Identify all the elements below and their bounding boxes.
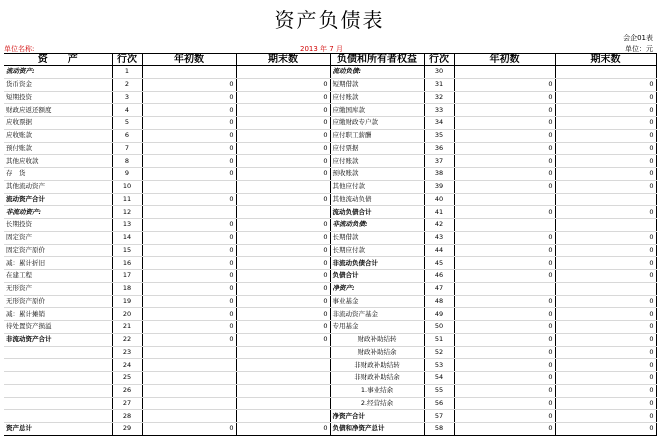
- liability-line-no[interactable]: 37: [424, 155, 454, 168]
- liability-begin-balance[interactable]: 0: [454, 155, 555, 168]
- table-row: [4, 180, 656, 193]
- asset-end-balance[interactable]: [236, 346, 330, 359]
- asset-end-balance[interactable]: 0: [236, 308, 330, 321]
- liability-line-no[interactable]: 50: [424, 321, 454, 334]
- liability-begin-balance[interactable]: 0: [454, 397, 555, 410]
- asset-line-no[interactable]: 10: [112, 180, 142, 193]
- liability-name[interactable]: 短期借款: [330, 78, 424, 91]
- asset-line-no[interactable]: 15: [112, 244, 142, 257]
- asset-begin-balance[interactable]: [142, 372, 236, 385]
- asset-line-no[interactable]: 22: [112, 333, 142, 346]
- liability-name[interactable]: 财政补助结余: [330, 346, 424, 359]
- liability-begin-balance[interactable]: 0: [454, 104, 555, 117]
- asset-end-balance[interactable]: [236, 359, 330, 372]
- liability-name[interactable]: 应缴国库款: [330, 104, 424, 117]
- asset-begin-balance[interactable]: 0: [142, 117, 236, 130]
- liability-name[interactable]: 应付职工薪酬: [330, 129, 424, 142]
- asset-name[interactable]: 长期投资: [4, 219, 112, 232]
- asset-begin-balance[interactable]: 0: [142, 244, 236, 257]
- liability-end-balance[interactable]: 0: [555, 104, 656, 117]
- liability-end-balance[interactable]: 0: [555, 270, 656, 283]
- asset-line-no[interactable]: 27: [112, 397, 142, 410]
- liability-begin-balance[interactable]: 0: [454, 359, 555, 372]
- asset-begin-balance[interactable]: [142, 384, 236, 397]
- asset-name[interactable]: 预付账款: [4, 142, 112, 155]
- balance-sheet-table: [4, 53, 657, 436]
- asset-end-balance[interactable]: [236, 397, 330, 410]
- asset-end-balance[interactable]: [236, 66, 330, 79]
- liability-begin-balance[interactable]: 0: [454, 423, 555, 436]
- asset-end-balance[interactable]: 0: [236, 78, 330, 91]
- asset-name[interactable]: 无形资产: [4, 282, 112, 295]
- header-row: [4, 54, 656, 66]
- liability-end-balance[interactable]: 0: [555, 346, 656, 359]
- table-row: [4, 168, 656, 181]
- asset-line-no[interactable]: 26: [112, 384, 142, 397]
- table-row: [4, 270, 656, 283]
- asset-name[interactable]: [4, 410, 112, 423]
- liability-line-no[interactable]: 47: [424, 282, 454, 295]
- asset-end-balance[interactable]: 0: [236, 91, 330, 104]
- liability-line-no[interactable]: 48: [424, 295, 454, 308]
- liability-name[interactable]: 事业基金: [330, 295, 424, 308]
- table-row: [4, 244, 656, 257]
- liability-name[interactable]: 非财政补助结余: [330, 372, 424, 385]
- asset-begin-balance[interactable]: 0: [142, 104, 236, 117]
- asset-begin-balance[interactable]: [142, 346, 236, 359]
- liability-line-no[interactable]: 34: [424, 117, 454, 130]
- liability-end-balance[interactable]: 0: [555, 129, 656, 142]
- asset-end-balance[interactable]: 0: [236, 244, 330, 257]
- liability-name[interactable]: 非流动负债:: [330, 219, 424, 232]
- asset-begin-balance[interactable]: 0: [142, 142, 236, 155]
- asset-line-no[interactable]: 9: [112, 168, 142, 181]
- asset-begin-balance[interactable]: [142, 397, 236, 410]
- asset-end-balance[interactable]: 0: [236, 193, 330, 206]
- asset-line-no[interactable]: 29: [112, 423, 142, 436]
- asset-line-no[interactable]: 14: [112, 231, 142, 244]
- liability-end-balance[interactable]: 0: [555, 231, 656, 244]
- table-row: [4, 78, 656, 91]
- liability-end-balance[interactable]: [555, 282, 656, 295]
- liability-name[interactable]: 预收账款: [330, 168, 424, 181]
- header-line-no: 行次: [112, 54, 142, 66]
- liability-end-balance[interactable]: 0: [555, 410, 656, 423]
- asset-begin-balance[interactable]: 0: [142, 168, 236, 181]
- liability-line-no[interactable]: 45: [424, 257, 454, 270]
- liability-begin-balance[interactable]: 0: [454, 129, 555, 142]
- liability-end-balance[interactable]: 0: [555, 321, 656, 334]
- asset-name[interactable]: 减：累计摊销: [4, 308, 112, 321]
- asset-line-no[interactable]: 28: [112, 410, 142, 423]
- asset-end-balance[interactable]: 0: [236, 129, 330, 142]
- liability-end-balance[interactable]: [555, 193, 656, 206]
- liability-line-no[interactable]: 43: [424, 231, 454, 244]
- table-row: [4, 129, 656, 142]
- liability-end-balance[interactable]: 0: [555, 295, 656, 308]
- liability-name[interactable]: 净资产:: [330, 282, 424, 295]
- asset-name[interactable]: [4, 372, 112, 385]
- liability-name[interactable]: 专用基金: [330, 321, 424, 334]
- sheet-title: 资产负债表: [274, 8, 385, 32]
- asset-begin-balance[interactable]: 0: [142, 129, 236, 142]
- asset-begin-balance[interactable]: 0: [142, 91, 236, 104]
- liability-begin-balance[interactable]: 0: [454, 142, 555, 155]
- table-row: [4, 423, 656, 436]
- liability-begin-balance[interactable]: 0: [454, 270, 555, 283]
- liability-end-balance[interactable]: 0: [555, 333, 656, 346]
- liability-line-no[interactable]: 52: [424, 346, 454, 359]
- asset-begin-balance[interactable]: 0: [142, 423, 236, 436]
- asset-name[interactable]: 减：累计折旧: [4, 257, 112, 270]
- liability-name[interactable]: 1.事业结余: [330, 384, 424, 397]
- table-row: [4, 321, 656, 334]
- asset-name[interactable]: 非流动资产合计: [4, 333, 112, 346]
- asset-line-no[interactable]: 4: [112, 104, 142, 117]
- asset-name[interactable]: 待处置资产损溢: [4, 321, 112, 334]
- asset-line-no[interactable]: 6: [112, 129, 142, 142]
- asset-name[interactable]: 固定资产: [4, 231, 112, 244]
- liability-end-balance[interactable]: 0: [555, 308, 656, 321]
- liability-end-balance[interactable]: 0: [555, 372, 656, 385]
- asset-name[interactable]: 在建工程: [4, 270, 112, 283]
- liability-end-balance[interactable]: 0: [555, 180, 656, 193]
- liability-end-balance[interactable]: 0: [555, 423, 656, 436]
- liability-begin-balance[interactable]: 0: [454, 257, 555, 270]
- asset-begin-balance[interactable]: 0: [142, 155, 236, 168]
- liability-end-balance[interactable]: 0: [555, 206, 656, 219]
- form-code: 会企01表: [623, 34, 653, 42]
- asset-begin-balance[interactable]: [142, 359, 236, 372]
- liability-name[interactable]: 应付账款: [330, 155, 424, 168]
- liability-begin-balance[interactable]: 0: [454, 346, 555, 359]
- asset-end-balance[interactable]: 0: [236, 282, 330, 295]
- period-label: 2013 年 7 月: [300, 45, 343, 53]
- asset-end-balance[interactable]: [236, 410, 330, 423]
- liability-line-no[interactable]: 38: [424, 168, 454, 181]
- header-end-balance: 期末数: [236, 54, 330, 66]
- liability-name[interactable]: 负债和净资产总计: [330, 423, 424, 436]
- asset-line-no[interactable]: 8: [112, 155, 142, 168]
- liability-name[interactable]: 其他流动负债: [330, 193, 424, 206]
- asset-begin-balance[interactable]: 0: [142, 257, 236, 270]
- liability-line-no[interactable]: 44: [424, 244, 454, 257]
- liability-name[interactable]: 非财政补助结转: [330, 359, 424, 372]
- asset-begin-balance[interactable]: 0: [142, 295, 236, 308]
- liability-name[interactable]: 应缴财政专户款: [330, 117, 424, 130]
- asset-end-balance[interactable]: 0: [236, 155, 330, 168]
- table-row: [4, 359, 656, 372]
- liability-name[interactable]: 应付账款: [330, 91, 424, 104]
- liability-line-no[interactable]: 58: [424, 423, 454, 436]
- header-end-balance-2: 期末数: [555, 54, 656, 66]
- liability-line-no[interactable]: 54: [424, 372, 454, 385]
- table-row: [4, 104, 656, 117]
- asset-end-balance[interactable]: 0: [236, 257, 330, 270]
- asset-name[interactable]: [4, 346, 112, 359]
- liability-begin-balance[interactable]: 0: [454, 372, 555, 385]
- table-row: [4, 219, 656, 232]
- liability-line-no[interactable]: 51: [424, 333, 454, 346]
- liability-begin-balance[interactable]: 0: [454, 410, 555, 423]
- table-row: [4, 372, 656, 385]
- table-row: [4, 257, 656, 270]
- liability-line-no[interactable]: 33: [424, 104, 454, 117]
- asset-line-no[interactable]: 16: [112, 257, 142, 270]
- liability-name[interactable]: 长期借款: [330, 231, 424, 244]
- asset-begin-balance[interactable]: 0: [142, 231, 236, 244]
- liability-end-balance[interactable]: [555, 219, 656, 232]
- liability-line-no[interactable]: 35: [424, 129, 454, 142]
- liability-name[interactable]: 流动负债:: [330, 66, 424, 79]
- liability-name[interactable]: 长期应付款: [330, 244, 424, 257]
- asset-name[interactable]: 应收票据: [4, 117, 112, 130]
- asset-name[interactable]: 短期投资: [4, 91, 112, 104]
- liability-end-balance[interactable]: 0: [555, 257, 656, 270]
- asset-name[interactable]: 无形资产原价: [4, 295, 112, 308]
- liability-line-no[interactable]: 55: [424, 384, 454, 397]
- liability-begin-balance[interactable]: 0: [454, 180, 555, 193]
- liability-begin-balance[interactable]: 0: [454, 321, 555, 334]
- asset-name[interactable]: 应收账款: [4, 129, 112, 142]
- liability-name[interactable]: 流动负债合计: [330, 206, 424, 219]
- currency-unit: 单位：元: [625, 45, 653, 53]
- asset-end-balance[interactable]: 0: [236, 423, 330, 436]
- asset-name[interactable]: 其他流动资产: [4, 180, 112, 193]
- liability-begin-balance[interactable]: 0: [454, 384, 555, 397]
- asset-line-no[interactable]: 12: [112, 206, 142, 219]
- asset-line-no[interactable]: 7: [112, 142, 142, 155]
- asset-end-balance[interactable]: [236, 206, 330, 219]
- asset-line-no[interactable]: 1: [112, 66, 142, 79]
- liability-end-balance[interactable]: 0: [555, 168, 656, 181]
- asset-name[interactable]: 存 货: [4, 168, 112, 181]
- liability-begin-balance[interactable]: 0: [454, 333, 555, 346]
- asset-end-balance[interactable]: 0: [236, 333, 330, 346]
- table-row: [4, 66, 656, 79]
- table-row: [4, 295, 656, 308]
- liability-begin-balance[interactable]: 0: [454, 168, 555, 181]
- asset-name[interactable]: 资产总计: [4, 423, 112, 436]
- table-row: [4, 333, 656, 346]
- liability-name[interactable]: 净资产合计: [330, 410, 424, 423]
- asset-name[interactable]: 固定资产原价: [4, 244, 112, 257]
- header-begin-balance-2: 年初数: [454, 54, 555, 66]
- asset-name[interactable]: [4, 397, 112, 410]
- table-row: [4, 142, 656, 155]
- liability-name[interactable]: 其他应付款: [330, 180, 424, 193]
- asset-name[interactable]: [4, 384, 112, 397]
- liability-end-balance[interactable]: 0: [555, 91, 656, 104]
- asset-begin-balance[interactable]: [142, 410, 236, 423]
- asset-line-no[interactable]: 20: [112, 308, 142, 321]
- liability-name[interactable]: 财政补助结转: [330, 333, 424, 346]
- liability-name[interactable]: 应付票据: [330, 142, 424, 155]
- asset-begin-balance[interactable]: 0: [142, 219, 236, 232]
- table-row: [4, 155, 656, 168]
- asset-line-no[interactable]: 19: [112, 295, 142, 308]
- liability-begin-balance[interactable]: [454, 219, 555, 232]
- liability-begin-balance[interactable]: 0: [454, 91, 555, 104]
- asset-name[interactable]: 非流动资产:: [4, 206, 112, 219]
- liability-line-no[interactable]: 57: [424, 410, 454, 423]
- asset-line-no[interactable]: 17: [112, 270, 142, 283]
- liability-end-balance[interactable]: 0: [555, 78, 656, 91]
- liability-end-balance[interactable]: 0: [555, 359, 656, 372]
- liability-begin-balance[interactable]: 0: [454, 78, 555, 91]
- liability-line-no[interactable]: 40: [424, 193, 454, 206]
- asset-name[interactable]: 财政应返还额度: [4, 104, 112, 117]
- table-row: [4, 91, 656, 104]
- asset-line-no[interactable]: 21: [112, 321, 142, 334]
- asset-name[interactable]: 流动资产合计: [4, 193, 112, 206]
- liability-end-balance[interactable]: [555, 66, 656, 79]
- asset-line-no[interactable]: 18: [112, 282, 142, 295]
- header-assets: 资 产: [4, 54, 112, 66]
- liability-line-no[interactable]: 53: [424, 359, 454, 372]
- asset-begin-balance[interactable]: [142, 66, 236, 79]
- asset-begin-balance[interactable]: 0: [142, 308, 236, 321]
- asset-line-no[interactable]: 23: [112, 346, 142, 359]
- liability-line-no[interactable]: 31: [424, 78, 454, 91]
- asset-line-no[interactable]: 5: [112, 117, 142, 130]
- table-row: [4, 397, 656, 410]
- asset-end-balance[interactable]: 0: [236, 321, 330, 334]
- table-row: [4, 231, 656, 244]
- liability-begin-balance[interactable]: 0: [454, 295, 555, 308]
- table-row: [4, 193, 656, 206]
- asset-end-balance[interactable]: [236, 372, 330, 385]
- asset-name[interactable]: [4, 359, 112, 372]
- table-row: [4, 384, 656, 397]
- asset-line-no[interactable]: 3: [112, 91, 142, 104]
- liability-line-no[interactable]: 30: [424, 66, 454, 79]
- asset-end-balance[interactable]: 0: [236, 295, 330, 308]
- asset-begin-balance[interactable]: 0: [142, 193, 236, 206]
- asset-line-no[interactable]: 13: [112, 219, 142, 232]
- asset-begin-balance[interactable]: 0: [142, 321, 236, 334]
- liability-line-no[interactable]: 56: [424, 397, 454, 410]
- asset-end-balance[interactable]: 0: [236, 219, 330, 232]
- liability-end-balance[interactable]: 0: [555, 155, 656, 168]
- liability-line-no[interactable]: 41: [424, 206, 454, 219]
- liability-begin-balance[interactable]: 0: [454, 244, 555, 257]
- liability-line-no[interactable]: 36: [424, 142, 454, 155]
- table-row: [4, 117, 656, 130]
- asset-line-no[interactable]: 11: [112, 193, 142, 206]
- asset-end-balance[interactable]: 0: [236, 270, 330, 283]
- table-row: [4, 308, 656, 321]
- liability-name[interactable]: 2.经营结余: [330, 397, 424, 410]
- asset-name[interactable]: 流动资产:: [4, 66, 112, 79]
- asset-end-balance[interactable]: 0: [236, 168, 330, 181]
- asset-line-no[interactable]: 25: [112, 372, 142, 385]
- asset-end-balance[interactable]: [236, 384, 330, 397]
- asset-line-no[interactable]: 2: [112, 78, 142, 91]
- asset-begin-balance[interactable]: [142, 180, 236, 193]
- asset-name[interactable]: 其他应收款: [4, 155, 112, 168]
- liability-begin-balance[interactable]: 0: [454, 117, 555, 130]
- liability-begin-balance[interactable]: [454, 193, 555, 206]
- asset-end-balance[interactable]: 0: [236, 142, 330, 155]
- liability-line-no[interactable]: 42: [424, 219, 454, 232]
- unit-name-label: 单位名称:: [4, 45, 35, 53]
- liability-end-balance[interactable]: 0: [555, 384, 656, 397]
- asset-line-no[interactable]: 24: [112, 359, 142, 372]
- liability-end-balance[interactable]: 0: [555, 244, 656, 257]
- liability-name[interactable]: 负债合计: [330, 270, 424, 283]
- header-begin-balance: 年初数: [142, 54, 236, 66]
- liability-line-no[interactable]: 32: [424, 91, 454, 104]
- liability-begin-balance[interactable]: 0: [454, 231, 555, 244]
- liability-line-no[interactable]: 46: [424, 270, 454, 283]
- table-row: [4, 346, 656, 359]
- asset-name[interactable]: 货币资金: [4, 78, 112, 91]
- table-row: [4, 282, 656, 295]
- liability-line-no[interactable]: 39: [424, 180, 454, 193]
- liability-name[interactable]: 非流动资产基金: [330, 308, 424, 321]
- liability-line-no[interactable]: 49: [424, 308, 454, 321]
- liability-begin-balance[interactable]: 0: [454, 308, 555, 321]
- asset-begin-balance[interactable]: 0: [142, 333, 236, 346]
- liability-end-balance[interactable]: 0: [555, 397, 656, 410]
- header-line-no-2: 行次: [424, 54, 454, 66]
- asset-begin-balance[interactable]: 0: [142, 78, 236, 91]
- asset-begin-balance[interactable]: [142, 206, 236, 219]
- liability-end-balance[interactable]: 0: [555, 142, 656, 155]
- asset-end-balance[interactable]: 0: [236, 231, 330, 244]
- asset-begin-balance[interactable]: 0: [142, 282, 236, 295]
- liability-begin-balance[interactable]: 0: [454, 206, 555, 219]
- liability-begin-balance[interactable]: [454, 66, 555, 79]
- asset-end-balance[interactable]: [236, 180, 330, 193]
- liability-name[interactable]: 非流动负债合计: [330, 257, 424, 270]
- asset-begin-balance[interactable]: 0: [142, 270, 236, 283]
- asset-end-balance[interactable]: 0: [236, 104, 330, 117]
- asset-end-balance[interactable]: 0: [236, 117, 330, 130]
- liability-end-balance[interactable]: 0: [555, 117, 656, 130]
- header-liabilities-equity: 负债和所有者权益: [330, 54, 424, 66]
- liability-begin-balance[interactable]: [454, 282, 555, 295]
- table-row: [4, 410, 656, 423]
- table-row: [4, 206, 656, 219]
